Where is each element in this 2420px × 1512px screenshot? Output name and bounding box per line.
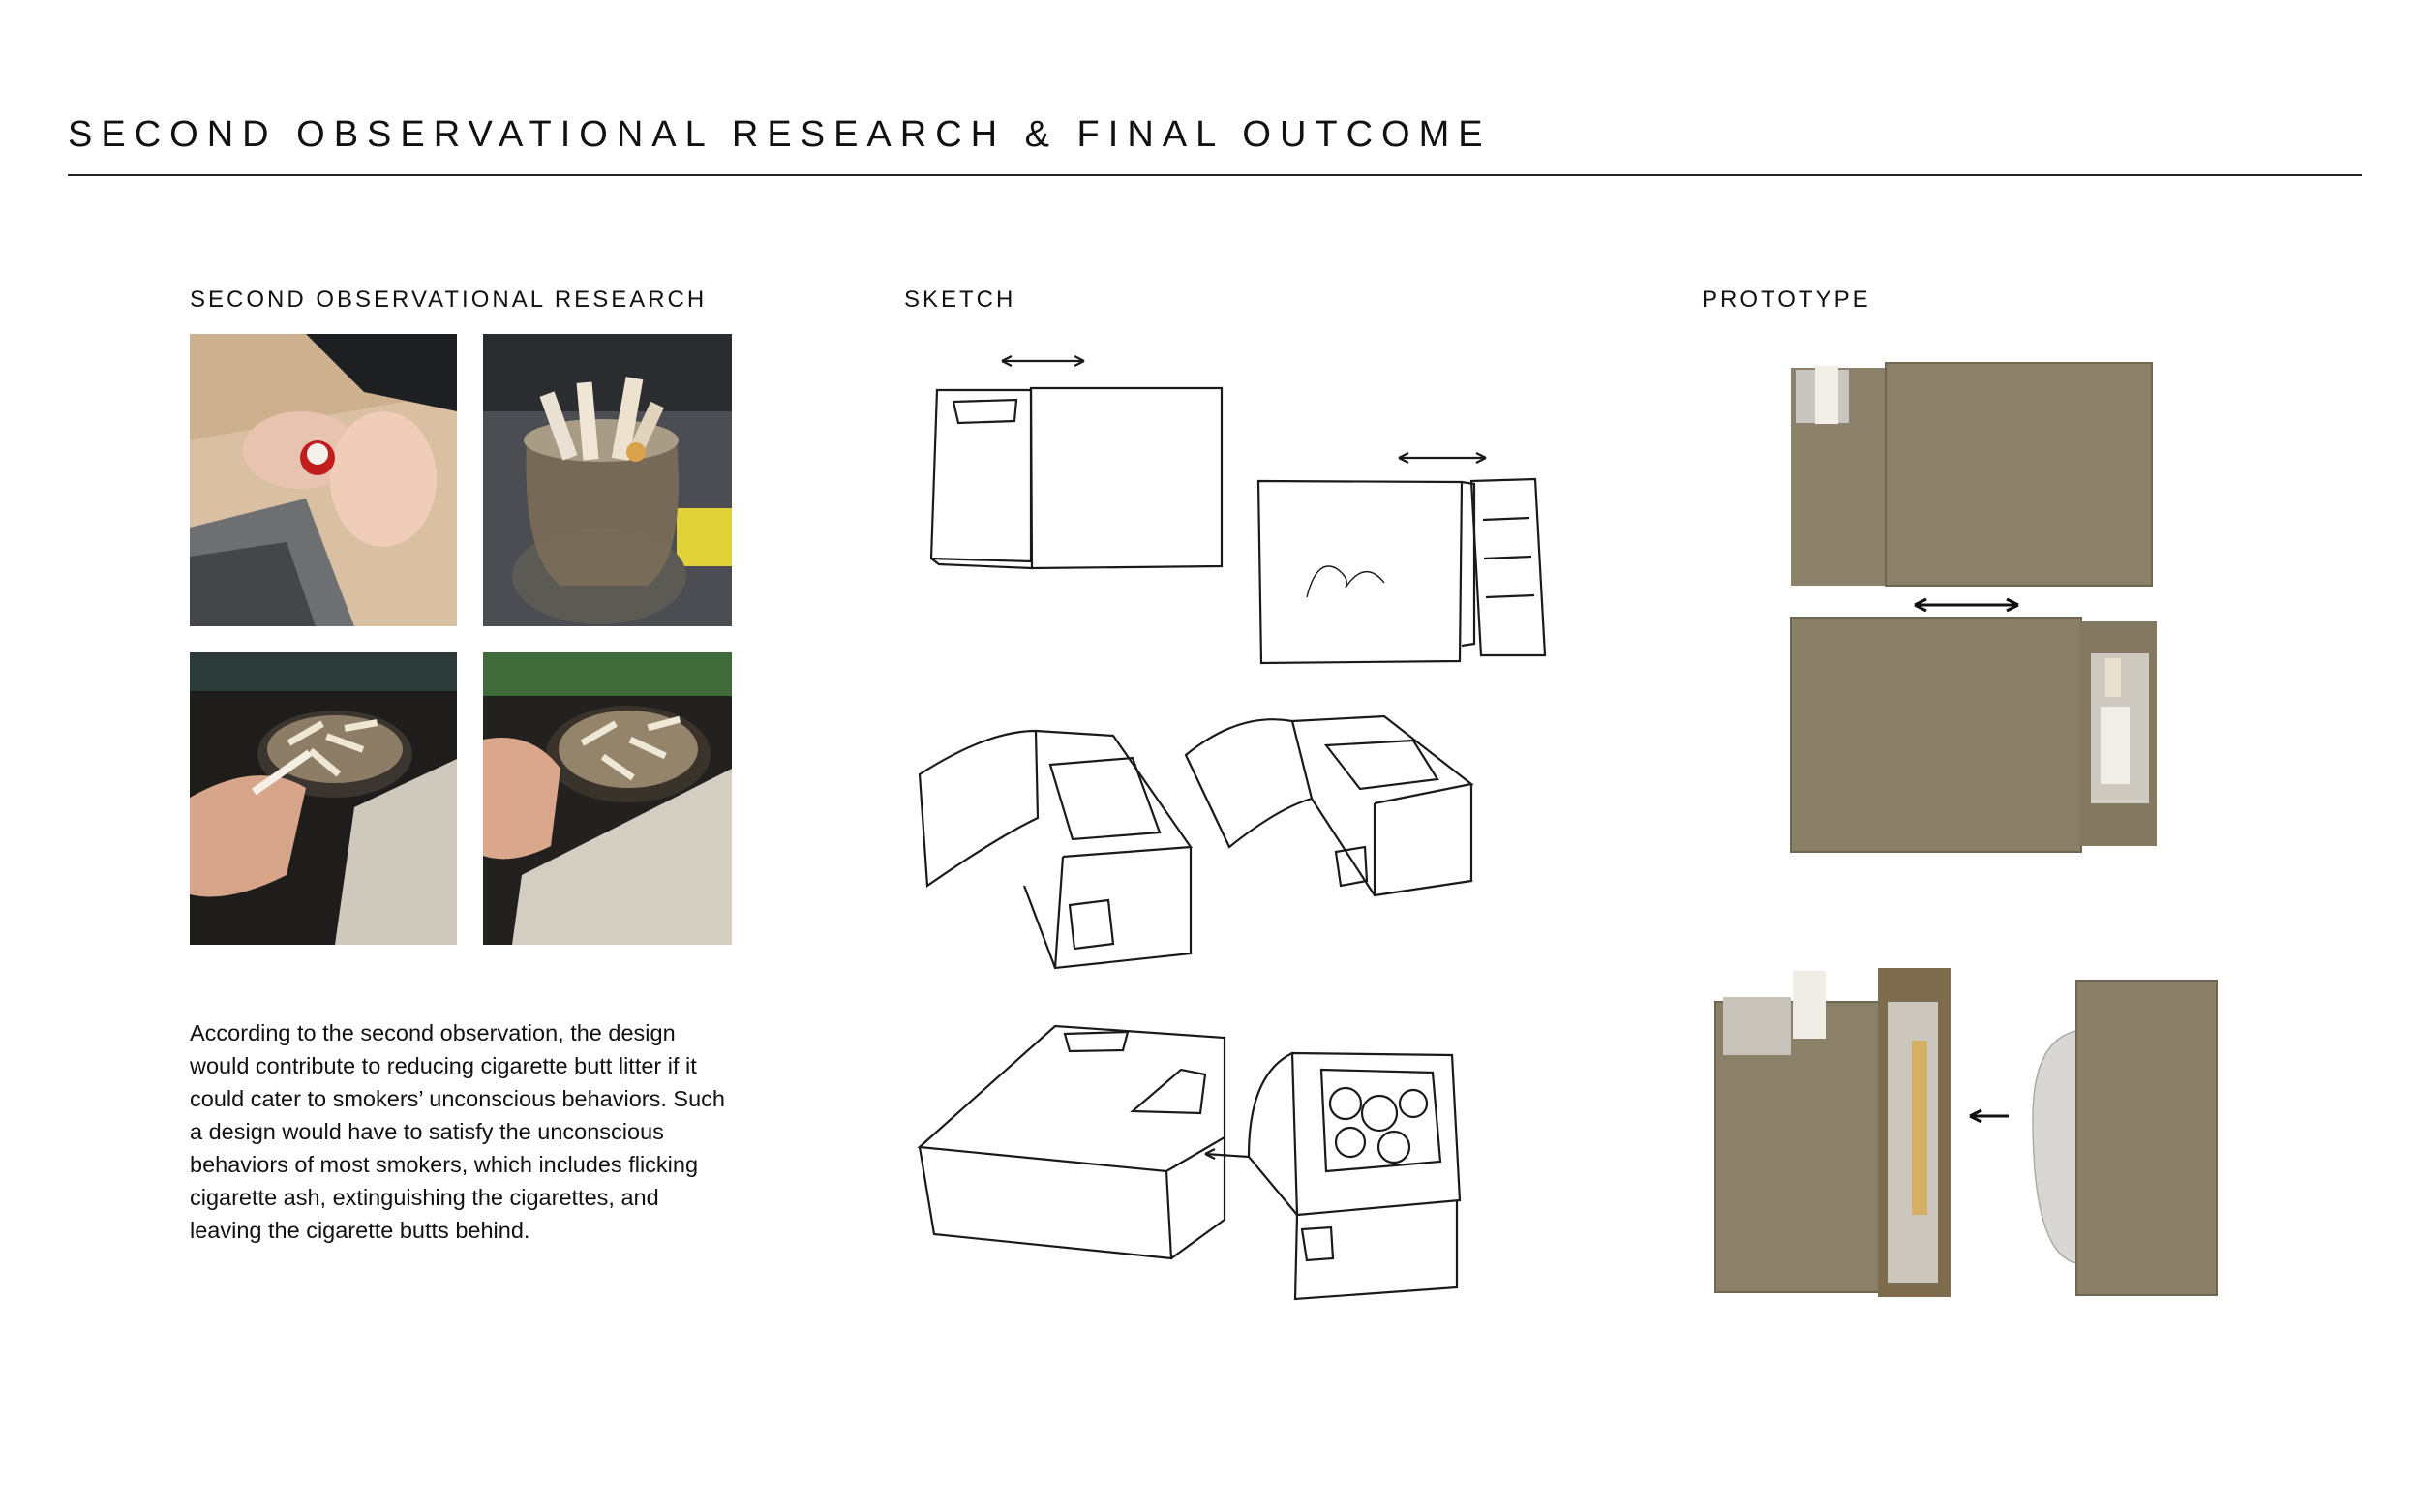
photo-jar-of-butts (483, 334, 732, 626)
title-divider (68, 174, 2362, 176)
prototype-drawer-photos (1771, 358, 2178, 862)
sketch-flip-lid-boxes (910, 711, 1588, 978)
sketch-section-label: SKETCH (904, 287, 1016, 313)
sketch-ashtray-insert (910, 1016, 1588, 1307)
photo-ashtray-hand-right (483, 652, 732, 945)
prototype-insert-photos (1713, 963, 2236, 1312)
sketch-drawer-closed-open (910, 344, 1588, 673)
photo-ashtray-hand-left (190, 652, 457, 945)
research-description: According to the second observation, the design would contribute to reducing cigarette butt litter if it could cater to smokers’ unconscious behaviors. Such a design would have to satisfy the unconscious behaviors of most smokers, which includes flicking cigarette ash, extinguishing the cigarettes, and leaving the cigarette butts behind. (190, 1020, 725, 1243)
research-section-label: SECOND OBSERVATIONAL RESEARCH (190, 287, 708, 313)
prototype-section-label: PROTOTYPE (1702, 287, 1871, 313)
photo-hand-with-cup (190, 334, 457, 626)
page-title: SECOND OBSERVATIONAL RESEARCH & FINAL OUTCOME (68, 114, 1492, 155)
